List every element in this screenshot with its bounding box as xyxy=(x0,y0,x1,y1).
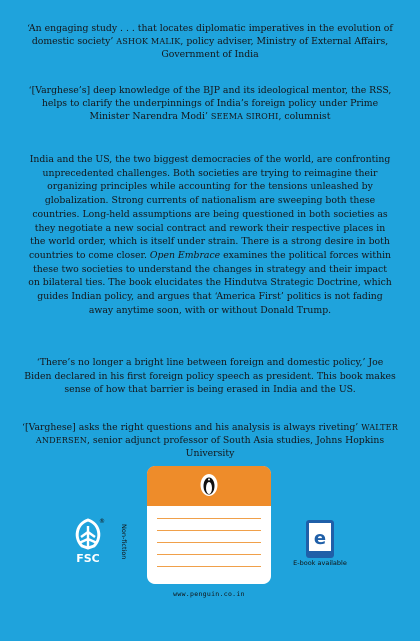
praise-quote-1-author: ASHOK MALIK xyxy=(116,36,181,46)
synopsis-text-part-2: examines the political forces within these two societies to understand the changes in strategy and their impact on bilateral ties. The book elucidates the Hindutva Strategic Doctrine, which guides Indian policy, and argues that ‘America First’ politics is not fading away anytime soon, with or without Donald Trump. xyxy=(28,249,392,316)
svg-text:e: e xyxy=(313,528,327,549)
fsc-registered-mark: ® xyxy=(99,518,105,525)
praise-quote-2-author: SEEMA SIROHI xyxy=(210,111,279,121)
praise-quote-1-text: ‘An engaging study . . . that locates diplomatic imperatives in the evolution of domestic society’ xyxy=(27,23,393,47)
praise-quote-2 xyxy=(22,84,398,123)
publisher-url: www.penguin.co.in xyxy=(173,590,245,598)
synopsis-paragraph xyxy=(26,153,394,317)
penguin-icon xyxy=(199,473,219,497)
praise-quote-3-author: WALTER ANDERSEN xyxy=(35,422,398,445)
praise-quote-3 xyxy=(22,421,398,460)
fsc-label: FSC xyxy=(76,552,100,565)
penguin-box-lines xyxy=(157,518,261,578)
ebook-label: E-book available xyxy=(293,559,347,567)
praise-quote-1-role: , policy adviser, Ministry of External Affairs, Government of India xyxy=(161,36,389,60)
synopsis-text-part-1: India and the US, the two biggest democracies of the world, are confronting unprecedented challenges. Both societies are trying to reimagine their organizing principles while accounting for the tensions unleashed by globalization. Strong currents of nationalism are sweeping both these countries. Long-held assumptions are being questioned in both societies as they negotiate a new social contract and rework their respective places in the world order, which is itself under strain. There is a strong desire in both countries to come closer. xyxy=(28,154,391,261)
penguin-logo-box xyxy=(147,466,271,584)
praise-quote-3-text: ‘[Varghese] asks the right questions and his analysis is always riveting’ xyxy=(22,422,359,433)
book-title-italic: Open Embrace xyxy=(149,249,221,261)
biden-paragraph: ‘There’s no longer a bright line between foreign and domestic policy,’ Joe Biden declared in his first foreign policy speech as president. This book makes sense of how that barrier is being erased in India and the US. xyxy=(24,357,396,396)
praise-quote-3-role: , senior adjunct professor of South Asia studies, Johns Hopkins University xyxy=(87,435,385,459)
ebook-icon xyxy=(300,518,340,560)
category-label: Non-fiction xyxy=(120,524,128,560)
praise-quote-2-text: ‘[Varghese’s] deep knowledge of the BJP and its ideological mentor, the RSS, helps to clarify the underpinnings of India’s foreign policy under Prime Minister Narendra Modi’ xyxy=(28,85,392,122)
praise-quote-2-role: , columnist xyxy=(278,111,331,122)
praise-quote-1 xyxy=(22,22,398,61)
